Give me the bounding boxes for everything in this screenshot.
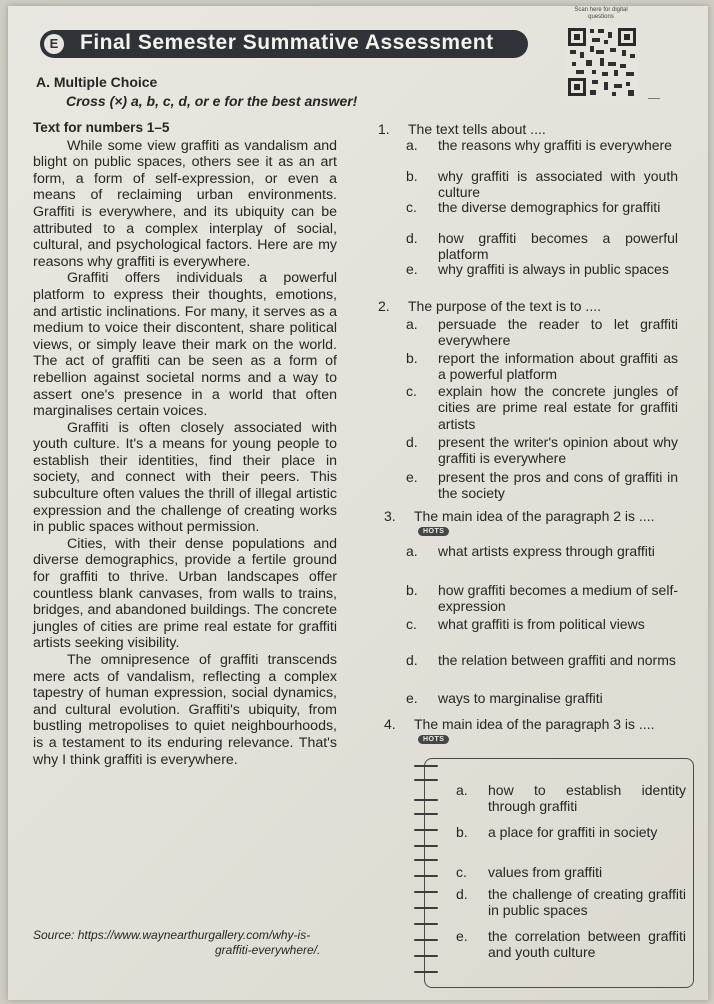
option-text: ways to marginalise graffiti	[438, 690, 603, 706]
question-number: 4.	[384, 716, 396, 732]
option-letter: c.	[406, 616, 417, 632]
option-text: a place for graffiti in society	[488, 824, 658, 840]
hots-badge: HOTS	[418, 527, 449, 536]
option-3e[interactable]	[406, 690, 678, 706]
option-4d[interactable]	[456, 886, 686, 919]
binder-ring-icon	[414, 891, 438, 893]
option-text: explain how the concrete jungles of cities are prime real estate for graffiti artists	[438, 383, 678, 432]
section-heading: A. Multiple Choice	[36, 74, 158, 90]
option-text: the relation between graffiti and norms	[438, 652, 676, 668]
binder-ring-icon	[414, 845, 438, 847]
qr-caption: Scan here for digital questions	[574, 7, 628, 20]
option-text: present the writer's opinion about why graffiti is everywhere	[438, 434, 678, 467]
option-letter: a.	[456, 782, 468, 798]
option-text: the reasons why graffiti is everywhere	[438, 137, 672, 153]
page-title: Final Semester Summative Assessment	[80, 31, 494, 54]
option-text: persuade the reader to let graffiti everywhere	[438, 316, 678, 349]
paragraph-2: Graffiti offers individuals a powerful platform to express their thoughts, emotions, and artistic inclinations. For many, it serves as a medium to voice their discontent, share political views, or simply leave their mark on the world. The act of graffiti can be seen as a form of rebellion against societal norms and a way to assert one's presence in a world that often marginalises certain voices.	[33, 270, 337, 420]
binder-ring-icon	[414, 779, 438, 781]
binder-ring-icon	[414, 955, 438, 957]
instruction-text: Cross (×) a, b, c, d, or e for the best answer!	[66, 93, 358, 109]
option-letter: b.	[406, 350, 418, 366]
option-letter: c.	[406, 383, 417, 399]
option-text: the diverse demographics for graffiti	[438, 199, 661, 215]
option-letter: a.	[406, 543, 418, 559]
option-text: present the pros and cons of graffiti in the society	[438, 469, 678, 502]
option-1a[interactable]	[406, 137, 678, 153]
option-text: the challenge of creating graffiti in public spaces	[488, 886, 686, 919]
option-text: the correlation between graffiti and youth culture	[488, 928, 686, 961]
question-stem: The text tells about ....	[408, 121, 546, 137]
option-2a[interactable]	[406, 316, 678, 349]
question-number: 3.	[384, 508, 396, 524]
option-letter: d.	[406, 652, 418, 668]
paragraph-3: Graffiti is often closely associated with youth culture. It's a means for young people to establish their identities, find their place in society, and connect with their peers. This subculture often values the thrill of illegal artistic expression and the challenge of creating works in public spaces without permission.	[33, 419, 337, 536]
option-letter: b.	[406, 168, 418, 184]
option-3d[interactable]	[406, 652, 678, 668]
option-2b[interactable]	[406, 350, 678, 383]
option-letter: b.	[406, 582, 418, 598]
option-4e[interactable]	[456, 928, 686, 961]
option-text: how graffiti becomes a medium of self-expression	[438, 582, 678, 615]
binder-ring-icon	[414, 939, 438, 941]
source-label: Source: https://www.waynearthurgallery.com/why-is-	[33, 928, 311, 942]
option-1e[interactable]	[406, 261, 678, 277]
qr-divider	[648, 92, 660, 99]
option-text: report the information about graffiti as a powerful platform	[438, 350, 678, 383]
option-2d[interactable]	[406, 434, 678, 467]
option-text: what artists express through graffiti	[438, 543, 655, 559]
title-banner	[40, 30, 528, 58]
question-number: 2.	[378, 298, 390, 314]
option-4a[interactable]	[456, 782, 686, 815]
qr-code-icon[interactable]	[566, 26, 638, 98]
option-letter: d.	[456, 886, 468, 902]
binder-ring-icon	[414, 765, 438, 767]
option-letter: d.	[406, 434, 418, 450]
option-2c[interactable]	[406, 383, 678, 432]
title-badge-icon: E	[44, 34, 64, 54]
reading-text	[33, 120, 337, 768]
binder-ring-icon	[414, 799, 438, 801]
option-2e[interactable]	[406, 469, 678, 502]
option-letter: e.	[406, 690, 418, 706]
text-heading: Text for numbers 1–5	[33, 120, 170, 135]
binder-ring-icon	[414, 923, 438, 925]
option-letter: e.	[406, 261, 418, 277]
binder-ring-icon	[414, 971, 438, 973]
binder-ring-icon	[414, 859, 438, 861]
source-citation	[33, 928, 343, 958]
option-4b[interactable]	[456, 824, 686, 840]
option-1d[interactable]	[406, 230, 678, 263]
hots-badge: HOTS	[418, 735, 449, 744]
option-letter: d.	[406, 230, 418, 246]
option-1b[interactable]	[406, 168, 678, 201]
binder-ring-icon	[414, 907, 438, 909]
option-3a[interactable]	[406, 543, 678, 559]
option-letter: a.	[406, 316, 418, 332]
option-letter: e.	[456, 928, 468, 944]
option-text: how graffiti becomes a powerful platform	[438, 230, 678, 263]
option-3c[interactable]	[406, 616, 678, 632]
option-text: values from graffiti	[488, 864, 603, 880]
paragraph-1: While some view graffiti as vandalism and blight on public spaces, others see it as an art form, a form of self-expression, or even a means of reclaiming urban environments. Graffiti is everywhere, and its ubiquity can be attributed to a complex interplay of social, cultural, and psychological factors. Here are my reasons why graffiti is everywhere.	[33, 137, 337, 270]
question-stem: The main idea of the paragraph 2 is ....	[414, 508, 655, 524]
question-stem: The purpose of the text is to ....	[408, 298, 601, 314]
paragraph-4: Cities, with their dense populations and diverse demographics, provide a fertile ground for graffiti to thrive. Urban landscapes offer countless blank canvases, from walls to trains, bridges, and abandoned buildings. The concrete jungles of cities are prime real estate for graffiti artists seeking visibility.	[33, 535, 337, 652]
option-letter: c.	[456, 864, 467, 880]
question-number: 1.	[378, 121, 390, 137]
question-stem: The main idea of the paragraph 3 is ....	[414, 716, 655, 732]
option-letter: e.	[406, 469, 418, 485]
source-url-continued: graffiti-everywhere/.	[215, 943, 321, 957]
binder-ring-icon	[414, 875, 438, 877]
binder-ring-icon	[414, 813, 438, 815]
option-text: why graffiti is always in public spaces	[438, 261, 669, 277]
option-text: how to establish identity through graffiti	[488, 782, 686, 815]
option-3b[interactable]	[406, 582, 678, 615]
option-letter: c.	[406, 199, 417, 215]
option-letter: b.	[456, 824, 468, 840]
option-letter: a.	[406, 137, 418, 153]
option-4c[interactable]	[456, 864, 686, 880]
binder-ring-icon	[414, 829, 438, 831]
option-1c[interactable]	[406, 199, 678, 215]
option-text: why graffiti is associated with youth culture	[438, 168, 678, 201]
paragraph-5: The omnipresence of graffiti transcends mere acts of vandalism, reflecting a complex tapestry of human expression, social dynamics, and cultural evolution. Graffiti's ubiquity, from bustling metropolises to quiet neighbourhoods, is a testament to its enduring relevance. That's why I think graffiti is everywhere.	[33, 652, 337, 768]
option-text: what graffiti is from political views	[438, 616, 645, 632]
